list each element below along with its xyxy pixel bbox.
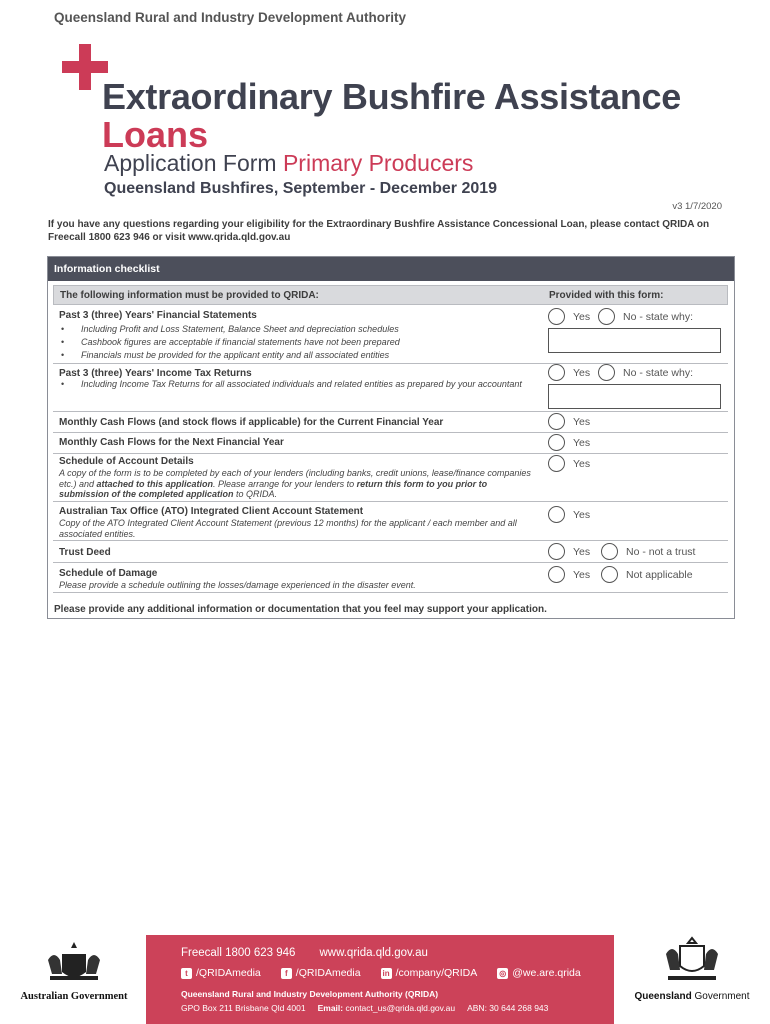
form-title-line1: Extraordinary Bushfire Assistance (102, 76, 681, 117)
option-label: No - not a trust (626, 545, 696, 558)
not-applicable-radio-option[interactable] (601, 566, 693, 583)
instagram-icon: ◎ (497, 968, 508, 979)
row-label: Schedule of Damage (59, 568, 158, 579)
option-label: Yes (573, 568, 591, 581)
abn-number: ABN: 30 644 268 943 (467, 1003, 549, 1013)
note-emphasis: return this form to you prior to submission of the completed application (59, 478, 488, 499)
option-label: Yes (573, 545, 591, 558)
bullet-item: • Cashbook figures are acceptable if financial statements have not been prepared (59, 336, 400, 349)
footer-social-links (181, 967, 581, 979)
footer-contact-line (181, 947, 428, 959)
version-label: v3 1/7/2020 (672, 201, 722, 212)
subtitle-main: Application Form (104, 150, 277, 176)
radio-button[interactable] (548, 308, 565, 325)
radio-button[interactable] (548, 413, 565, 430)
yes-radio-option[interactable] (548, 364, 590, 381)
checklist-row-schedule-of-damage (53, 563, 728, 593)
queensland-government-logo (632, 936, 752, 1002)
checklist-row-financial-statements (53, 306, 728, 364)
aus-gov-label: Australian Government (20, 991, 128, 1002)
email-address: contact_us@qrida.qld.gov.au (345, 1003, 456, 1013)
form-subtitle (104, 150, 473, 177)
email-label: Email: (317, 1003, 344, 1013)
radio-button[interactable] (601, 543, 618, 560)
yes-radio-option[interactable] (548, 308, 590, 325)
yes-radio-option[interactable] (548, 434, 590, 451)
radio-button[interactable] (598, 364, 615, 381)
option-label: Yes (573, 366, 591, 379)
footer-address-line (181, 1003, 548, 1013)
checklist-row-income-tax-returns (53, 364, 728, 412)
row-label: Monthly Cash Flows (and stock flows if applicable) for the Current Financial Year (59, 417, 444, 428)
column-info-label: The following information must be provided to QRIDA: (60, 290, 319, 301)
facebook-icon: f (281, 968, 292, 979)
option-label: No - state why: (623, 310, 694, 323)
event-subtitle: Queensland Bushfires, September - December 2019 (104, 180, 498, 197)
note-text: A copy of the form is to be completed by each of your lenders (including banks, credit unions, lease/finance companies etc.) and (59, 468, 531, 489)
row-bullets (59, 323, 400, 362)
checklist-row-trust-deed (53, 541, 728, 563)
website-link[interactable]: www.qrida.qld.gov.au (319, 947, 428, 959)
queensland-crest-icon (662, 936, 722, 984)
option-label: No - state why: (623, 366, 694, 379)
option-label: Yes (573, 457, 591, 470)
bullet-item: • Financials must be provided for the applicant entity and all associated entities (59, 349, 400, 362)
radio-button[interactable] (548, 543, 565, 560)
radio-button[interactable] (548, 566, 565, 583)
checklist-row-cash-flows-next (53, 433, 728, 454)
radio-button[interactable] (598, 308, 615, 325)
not-trust-radio-option[interactable] (601, 543, 695, 560)
bullet-item: • Including Profit and Loss Statement, Balance Sheet and depreciation schedules (59, 323, 400, 336)
row-label: Past 3 (three) Years' Financial Statements (59, 310, 257, 321)
information-checklist-panel (47, 256, 735, 619)
option-label: Yes (573, 415, 591, 428)
row-note (59, 468, 539, 500)
radio-button[interactable] (601, 566, 618, 583)
yes-radio-option[interactable] (548, 455, 590, 472)
checklist-row-account-details (53, 454, 728, 502)
qld-gov-label (632, 991, 752, 1002)
twitter-icon: t (181, 968, 192, 979)
row-label: Monthly Cash Flows for the Next Financial Year (59, 437, 284, 448)
option-label: Yes (573, 508, 591, 521)
note-text: to QRIDA. (233, 489, 278, 499)
freecall-number: Freecall 1800 623 946 (181, 947, 296, 959)
intro-text: If you have any questions regarding your eligibility for the Extraordinary Bushfire Assistance Concessional Loan, please contact QRIDA on Freecall 1800 623 946 or visit www.qrida.qld.gov.au (48, 219, 710, 243)
yes-radio-option[interactable] (548, 543, 590, 560)
bullet-item: • Including Income Tax Returns for all associated individuals and related entities as prepared by your accountant (59, 379, 549, 390)
linkedin-link[interactable] (381, 967, 478, 979)
row-label: Past 3 (three) Years' Income Tax Returns (59, 368, 252, 379)
additional-info-prompt: Please provide any additional information or documentation that you feel may support your application. (54, 604, 547, 615)
subtitle-accent: Primary Producers (282, 150, 474, 176)
instagram-link[interactable] (497, 967, 580, 979)
no-radio-option[interactable] (598, 364, 693, 381)
note-emphasis: attached to this application (96, 478, 214, 489)
reason-text-field[interactable] (548, 328, 721, 353)
radio-button[interactable] (548, 455, 565, 472)
checklist-heading: Information checklist (48, 257, 734, 281)
yes-radio-option[interactable] (548, 566, 590, 583)
radio-button[interactable] (548, 364, 565, 381)
coat-of-arms-icon (42, 940, 106, 984)
reason-text-field[interactable] (548, 384, 721, 409)
yes-radio-option[interactable] (548, 413, 590, 430)
column-provided-label: Provided with this form: (549, 290, 664, 301)
qld-gov-bold: Queensland (634, 991, 692, 1002)
option-label: Yes (573, 436, 591, 449)
row-label: Australian Tax Office (ATO) Integrated Client Account Statement (59, 506, 364, 517)
row-note: Copy of the ATO Integrated Client Account Statement (previous 12 months) for the applicant / each member and all associated entities. (59, 518, 517, 539)
organisation-name: Queensland Rural and Industry Development Authority (54, 10, 407, 25)
twitter-handle: /QRIDAmedia (196, 967, 261, 979)
qld-gov-rest: Government (694, 991, 750, 1002)
facebook-handle: /QRIDAmedia (295, 967, 361, 979)
facebook-link[interactable] (281, 967, 361, 979)
contact-footer (146, 935, 614, 1024)
footer-org-name: Queensland Rural and Industry Development Authority (QRIDA) (181, 989, 439, 999)
email-contact[interactable] (318, 1003, 456, 1013)
checklist-column-header (53, 285, 728, 305)
option-label: Not applicable (626, 568, 693, 581)
twitter-link[interactable] (181, 967, 261, 979)
row-label: Trust Deed (59, 547, 111, 558)
instagram-handle: @we.are.qrida (512, 967, 581, 979)
row-note: Please provide a schedule outlining the losses/damage experienced in the disaster event. (59, 580, 416, 590)
option-label: Yes (573, 310, 591, 323)
postal-address: GPO Box 211 Brisbane Qld 4001 (181, 1003, 306, 1013)
radio-button[interactable] (548, 506, 565, 523)
row-label: Schedule of Account Details (59, 456, 194, 467)
row-bullets (59, 379, 549, 390)
linkedin-handle: /company/QRIDA (395, 967, 478, 979)
note-text: . Please arrange for your lenders to (213, 478, 357, 489)
checklist-row-cash-flows-current (53, 412, 728, 433)
checklist-row-ato-statement (53, 502, 728, 541)
yes-radio-option[interactable] (548, 506, 590, 523)
no-radio-option[interactable] (598, 308, 693, 325)
form-title-line2: Loans (102, 114, 209, 155)
linkedin-icon: in (382, 968, 390, 978)
radio-button[interactable] (548, 434, 565, 451)
australian-government-logo (14, 940, 134, 1002)
